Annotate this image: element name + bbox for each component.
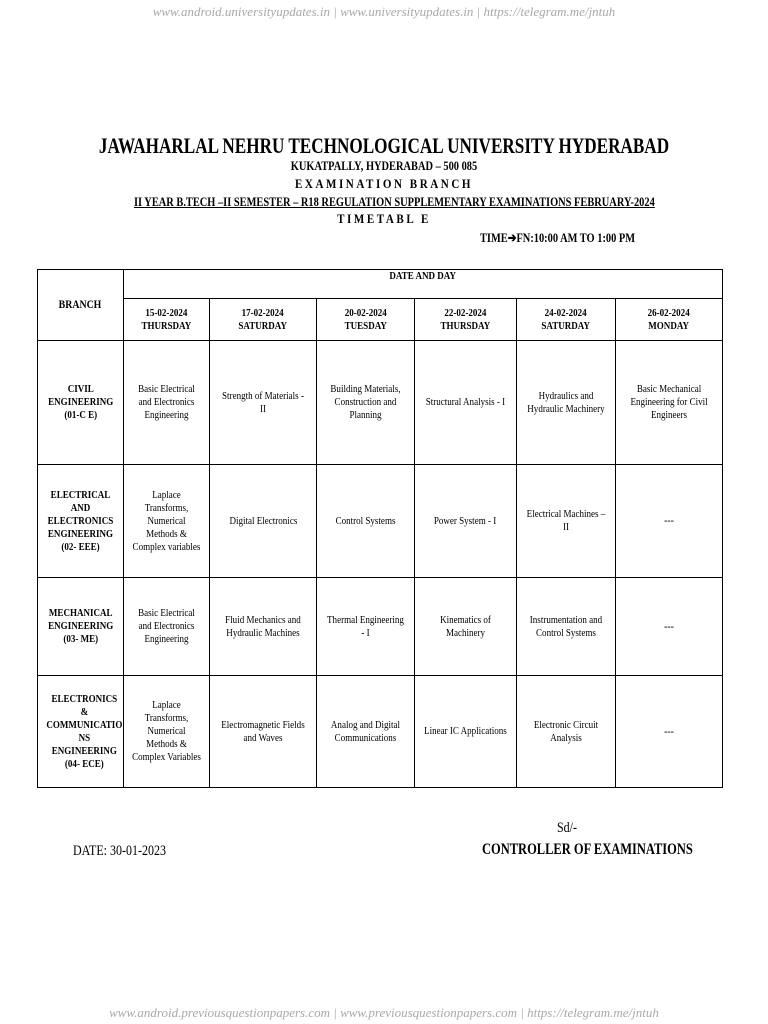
exam-date: 15-02-2024	[145, 306, 188, 319]
subject-cell	[415, 676, 517, 788]
exam-date: 26-02-2024	[647, 306, 691, 319]
subject-name: Structural Analysis - I	[425, 396, 506, 408]
branch-cell	[38, 578, 124, 676]
branch-header-cell	[38, 270, 124, 341]
subject-name: ---	[664, 618, 674, 633]
subject-cell	[616, 341, 723, 465]
exam-day: THURSDAY	[141, 319, 192, 332]
subject-name: Analog and Digital Communications	[330, 718, 401, 744]
subject-name: Digital Electronics	[229, 514, 297, 527]
subject-cell	[616, 578, 723, 676]
subject-cell	[415, 341, 517, 465]
branch-cell	[38, 465, 124, 578]
branch-line: ENGINEERING	[47, 527, 114, 540]
subject-name: Laplace Transforms, Numerical Methods & Complex Variables	[132, 699, 201, 763]
exam-date: 17-02-2024	[241, 306, 285, 319]
subject-cell	[517, 676, 616, 788]
exam-date: 20-02-2024	[344, 306, 387, 319]
exam-day: TUESDAY	[344, 319, 387, 332]
branch-line: COMMUNICATIO	[46, 718, 123, 731]
subject-cell	[517, 465, 616, 578]
subject-name: Electromagnetic Fields and Waves	[221, 718, 305, 744]
table-row	[38, 676, 723, 788]
date-header-cell	[124, 299, 210, 341]
subject-cell	[616, 676, 723, 788]
controller-title: CONTROLLER OF EXAMINATIONS	[482, 841, 693, 858]
subject-name: Thermal Engineering - I	[327, 613, 404, 639]
subject-cell	[210, 341, 317, 465]
subject-name: Control Systems	[335, 514, 396, 527]
subject-name: Power System - I	[434, 514, 497, 527]
watermark-bottom: www.android.previousquestionpapers.com | www.previousquestionpapers.com | https://telegram.me/jntuh	[109, 1005, 659, 1020]
branch-line: NS	[78, 731, 91, 744]
subject-name: Hydraulics and Hydraulic Machinery	[527, 389, 605, 415]
subject-cell	[317, 578, 415, 676]
timetable-heading: TIMETABL E	[337, 211, 431, 226]
subject-name: Instrumentation and Control Systems	[529, 613, 603, 639]
subject-cell	[124, 341, 210, 465]
subject-cell	[517, 578, 616, 676]
subject-cell	[317, 465, 415, 578]
issue-date: DATE: 30-01-2023	[73, 843, 166, 859]
university-address: KUKATPALLY, HYDERABAD – 500 085	[290, 158, 478, 173]
branch-line: ENGINEERING	[47, 620, 114, 632]
subject-name: ---	[664, 723, 674, 738]
subject-name: Linear IC Applications	[424, 725, 507, 737]
signature-sd: Sd/-	[557, 820, 578, 836]
subject-name: Electrical Machines – II	[526, 508, 606, 533]
branch-line: MECHANICAL	[48, 607, 113, 619]
branch-line: ENGINEERING	[47, 396, 114, 408]
subject-name: Basic Mechanical Engineering for Civil Engineers	[630, 383, 708, 421]
subject-name: Fluid Mechanics and Hydraulic Machines	[225, 613, 301, 639]
branch-cell	[38, 341, 124, 465]
table-row	[38, 465, 723, 578]
date-header-cell	[415, 299, 517, 341]
exam-date: 24-02-2024	[544, 306, 588, 319]
subject-name: Kinematics of Machinery	[440, 613, 491, 639]
branch-cell	[38, 676, 124, 788]
subject-name: Basic Electrical and Electronics Engineering	[138, 607, 195, 645]
university-name: JAWAHARLAL NEHRU TECHNOLOGICAL UNIVERSITY HYDERABAD	[98, 133, 670, 158]
date-header-cell	[317, 299, 415, 341]
subject-name: Electronic Circuit Analysis	[533, 718, 599, 744]
subject-cell	[415, 465, 517, 578]
examination-branch: EXAMINATION BRANCH	[295, 176, 473, 191]
subject-cell	[317, 676, 415, 788]
table-row	[38, 341, 723, 465]
subject-cell	[124, 676, 210, 788]
exam-day: MONDAY	[648, 319, 690, 332]
branch-line: (03- ME)	[63, 633, 98, 645]
branch-line: (04- ECE)	[64, 757, 104, 770]
subject-cell	[210, 578, 317, 676]
branch-header: BRANCH	[59, 297, 102, 311]
subject-cell	[210, 465, 317, 578]
subject-cell	[616, 465, 723, 578]
subject-cell	[210, 676, 317, 788]
branch-line: (01-C E)	[64, 409, 97, 421]
subject-cell	[124, 578, 210, 676]
branch-line: &	[80, 705, 89, 718]
subject-cell	[124, 465, 210, 578]
date-and-day-header: DATE AND DAY	[389, 270, 457, 282]
exam-day: THURSDAY	[440, 319, 491, 332]
subject-name: Laplace Transforms, Numerical Methods & Complex variables	[132, 488, 201, 553]
watermark-top: www.android.universityupdates.in | www.universityupdates.in | https://telegram.me/jntuh	[152, 4, 616, 19]
branch-line: (02- EEE)	[61, 540, 100, 553]
exam-title: II YEAR B.TECH –II SEMESTER – R18 REGULATION SUPPLEMENTARY EXAMINATIONS FEBRUARY-2024	[134, 194, 655, 209]
subject-name: ---	[664, 513, 674, 527]
branch-line: CIVIL	[67, 383, 94, 395]
exam-time: TIME➔FN:10:00 AM TO 1:00 PM	[480, 230, 636, 245]
exam-date: 22-02-2024	[444, 306, 487, 319]
exam-day: SATURDAY	[238, 319, 288, 332]
branch-line: ENGINEERING	[51, 744, 117, 757]
subject-cell	[517, 341, 616, 465]
branch-line: ELECTRICAL AND	[50, 488, 111, 514]
date-header-cell	[210, 299, 317, 341]
branch-line: ELECTRONICS	[51, 692, 118, 705]
date-header-cell	[517, 299, 616, 341]
subject-name: Building Materials, Construction and Planning	[330, 383, 401, 421]
subject-cell	[317, 341, 415, 465]
subject-cell	[415, 578, 517, 676]
table-row	[38, 578, 723, 676]
branch-line: ELECTRONICS	[47, 514, 114, 527]
subject-name: Strength of Materials - II	[222, 389, 304, 415]
date-and-day-header-cell	[124, 270, 723, 299]
exam-day: SATURDAY	[541, 319, 591, 332]
timetable-grid	[37, 269, 723, 788]
date-header-cell	[616, 299, 723, 341]
subject-name: Basic Electrical and Electronics Engineering	[138, 383, 195, 421]
